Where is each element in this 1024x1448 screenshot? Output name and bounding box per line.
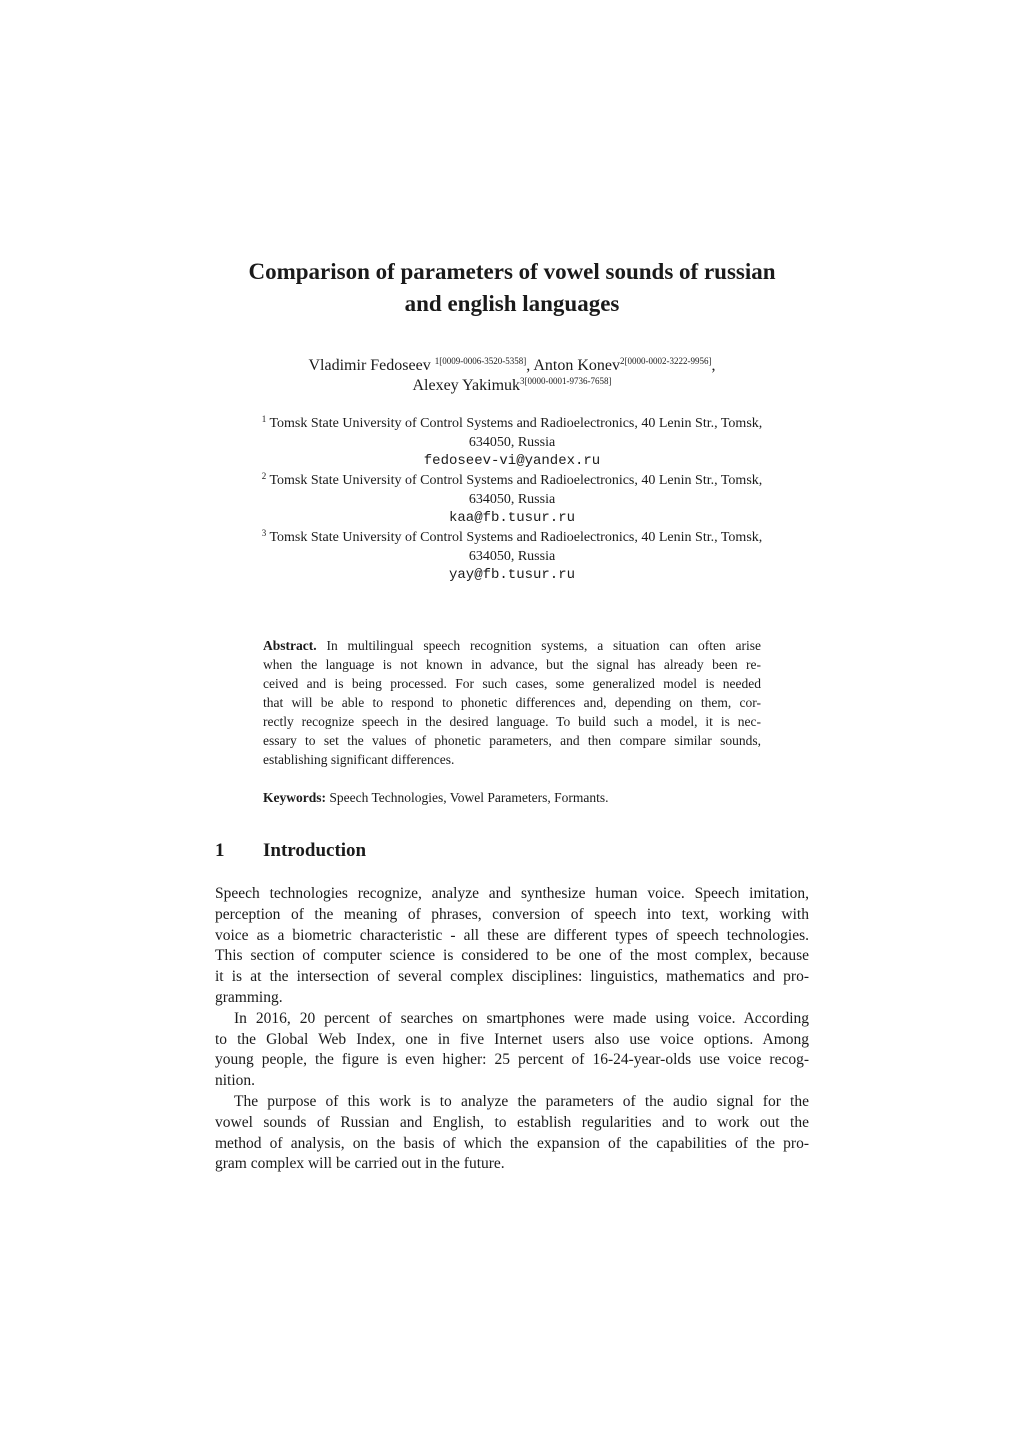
affiliation-number: 3 xyxy=(261,528,267,538)
paper-title xyxy=(200,256,824,320)
affiliation-email[interactable]: fedoseev-vi@yandex.ru xyxy=(423,453,601,469)
section-number: 1 xyxy=(215,840,225,861)
affiliation-postal: 634050, Russia xyxy=(468,492,556,507)
paragraph xyxy=(215,1092,809,1175)
text-line: In 2016, 20 percent of searches on smartphones were made using voice. According xyxy=(234,1009,809,1027)
text-line: nition. xyxy=(215,1072,256,1090)
text-line: gramming. xyxy=(215,988,283,1006)
affiliation xyxy=(180,528,844,585)
keywords xyxy=(263,788,761,807)
author-line-2 xyxy=(180,376,844,396)
text-line: vowel sounds of Russian and English, to establish regularities and to work out the xyxy=(215,1113,809,1131)
abstract-line: that will be able to respond to phonetic differences and, depending on them, cor- xyxy=(263,695,761,710)
abstract-label: Abstract. xyxy=(263,638,317,653)
text-line: The purpose of this work is to analyze the parameters of the audio signal for the xyxy=(234,1092,809,1110)
section-heading xyxy=(215,838,366,864)
author-list xyxy=(180,356,844,396)
author-name: Anton Konev xyxy=(533,357,620,374)
affiliation-address: Tomsk State University of Control Systems and Radioelectronics, 40 Lenin Str., Tomsk, xyxy=(269,530,763,545)
abstract xyxy=(263,636,761,769)
abstract-line: In multilingual speech recognition systems, a situation can often arise xyxy=(326,638,762,653)
section-body xyxy=(215,884,809,1175)
author-name: Alexey Yakimuk xyxy=(412,377,521,394)
paper-title-line-2: and english languages xyxy=(404,291,620,316)
author-line-1: Vladimir Fedoseev $^{1[0009-0006-3520-5358]}$, Anton Konev$^{2[0000-0002-3222-9956]}$, xyxy=(308,356,716,374)
affiliation-email[interactable]: kaa@fb.tusur.ru xyxy=(448,510,576,526)
paragraph xyxy=(215,884,809,1009)
affiliation-address: Tomsk State University of Control Systems and Radioelectronics, 40 Lenin Str., Tomsk, xyxy=(269,473,763,488)
affiliation-number: 1 xyxy=(261,414,267,424)
affiliation-list xyxy=(180,414,844,585)
affiliation xyxy=(180,414,844,471)
text-line: gram complex will be carried out in the future. xyxy=(215,1155,505,1173)
author-orcid: 3[0000-0001-9736-7658] xyxy=(520,376,612,386)
author-name: Vladimir Fedoseev xyxy=(308,357,431,374)
affiliation-postal: 634050, Russia xyxy=(468,549,556,564)
keywords-text: Speech Technologies, Vowel Parameters, Formants. xyxy=(329,790,609,805)
abstract-line: essary to set the values of phonetic parameters, and then compare similar sounds, xyxy=(263,733,761,748)
text-line: young people, the figure is even higher: 25 percent of 16-24-year-olds use voice recog- xyxy=(215,1051,809,1069)
author-orcid: 1[0009-0006-3520-5358] xyxy=(434,356,527,366)
affiliation-number: 2 xyxy=(261,471,267,481)
section-title: Introduction xyxy=(263,840,367,861)
text-line: method of analysis, on the basis of which the expansion of the capabilities of the pro- xyxy=(215,1134,809,1152)
paper-title-line-1: Comparison of parameters of vowel sounds of russian xyxy=(248,259,776,284)
text-line: it is at the intersection of several complex disciplines: linguistics, mathematics and pro- xyxy=(215,968,809,986)
text-line: This section of computer science is considered to be one of the most complex, because xyxy=(215,947,809,965)
affiliation-postal: 634050, Russia xyxy=(468,435,556,450)
paragraph xyxy=(215,1009,809,1092)
keywords-label: Keywords: xyxy=(263,790,326,805)
affiliation-address: Tomsk State University of Control Systems and Radioelectronics, 40 Lenin Str., Tomsk, xyxy=(269,416,763,431)
text-line: to the Global Web Index, one in five Internet users also use voice options. Among xyxy=(215,1030,809,1048)
text-line: Speech technologies recognize, analyze and synthesize human voice. Speech imitation, xyxy=(215,885,809,902)
abstract-line: establishing significant differences. xyxy=(263,752,455,767)
abstract-line: rectly recognize speech in the desired language. To build such a model, it is nec- xyxy=(263,714,761,729)
text-line: perception of the meaning of phrases, conversion of speech into text, working with xyxy=(215,905,809,923)
author-orcid: 2[0000-0002-3222-9956] xyxy=(619,356,712,366)
affiliation xyxy=(180,471,844,528)
text-line: voice as a biometric characteristic - all these are different types of speech technologies. xyxy=(215,926,809,944)
abstract-line: when the language is not known in advance, but the signal has already been re- xyxy=(263,657,761,672)
abstract-line: ceived and is being processed. For such cases, some generalized model is needed xyxy=(263,676,761,691)
affiliation-email[interactable]: yay@fb.tusur.ru xyxy=(448,567,576,583)
